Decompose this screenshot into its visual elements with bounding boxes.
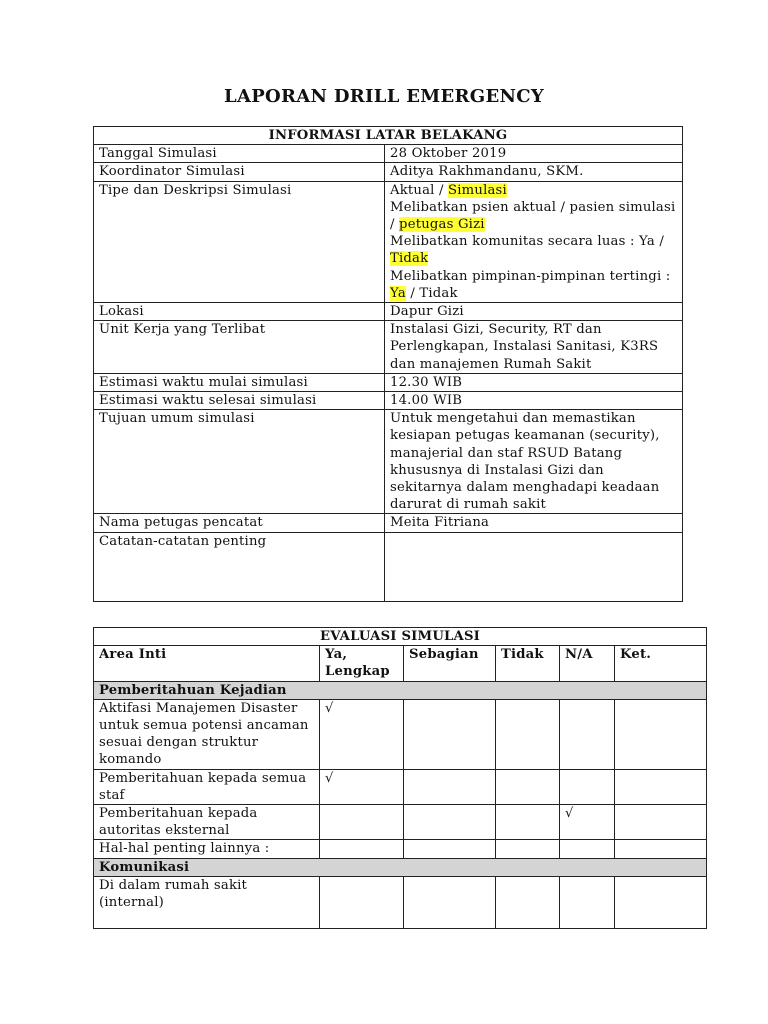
tanggal-value: 28 Oktober 2019 bbox=[385, 145, 683, 163]
row-aktifasi-na bbox=[560, 699, 615, 769]
mulai-label: Estimasi waktu mulai simulasi bbox=[94, 373, 385, 391]
table-row bbox=[94, 840, 707, 858]
tipe-komunitas-highlight: Tidak bbox=[390, 251, 429, 267]
row-staf-ya: √ bbox=[320, 769, 404, 804]
tipe-pasien-highlight: petugas Gizi bbox=[399, 217, 485, 233]
row-lainnya-label: Hal-hal penting lainnya : bbox=[94, 840, 320, 858]
tipe-label: Tipe dan Deskripsi Simulasi bbox=[94, 181, 385, 302]
row-lainnya-tidak bbox=[496, 840, 560, 858]
table-row bbox=[94, 876, 707, 928]
lokasi-value: Dapur Gizi bbox=[385, 303, 683, 321]
tipe-aktual-text: Aktual / bbox=[390, 182, 449, 198]
info-header: INFORMASI LATAR BELAKANG bbox=[94, 127, 683, 145]
pencatat-value: Meita Fitriana bbox=[385, 514, 683, 532]
koordinator-label: Koordinator Simulasi bbox=[94, 163, 385, 181]
mulai-value: 12.30 WIB bbox=[385, 373, 683, 391]
table-row bbox=[94, 805, 707, 840]
row-eksternal-ket bbox=[615, 805, 707, 840]
tanggal-label: Tanggal Simulasi bbox=[94, 145, 385, 163]
pencatat-label: Nama petugas pencatat bbox=[94, 514, 385, 532]
row-lainnya-sebagian bbox=[404, 840, 496, 858]
row-internal-tidak bbox=[496, 876, 560, 928]
table-row bbox=[94, 410, 683, 514]
row-internal-label: Di dalam rumah sakit (internal) bbox=[94, 876, 320, 928]
col-tidak: Tidak bbox=[496, 646, 560, 681]
table-row bbox=[94, 769, 707, 804]
tujuan-value: Untuk mengetahui dan memastikan kesiapan petugas keamanan (security), manajerial dan staf RSUD Batang khususnya di Instalasi Gizi dan sekitarnya dalam menghadapi keadaan darurat di rumah sakit bbox=[385, 410, 683, 514]
tipe-komunitas-text: Melibatkan komunitas secara luas : Ya / bbox=[390, 234, 664, 250]
row-aktifasi-sebagian bbox=[404, 699, 496, 769]
row-lainnya-ya bbox=[320, 840, 404, 858]
row-staf-ket bbox=[615, 769, 707, 804]
table-row bbox=[94, 163, 683, 181]
document-title: LAPORAN DRILL EMERGENCY bbox=[224, 86, 544, 107]
catatan-value bbox=[385, 532, 683, 601]
table-row bbox=[94, 373, 683, 391]
row-lainnya-ket bbox=[615, 840, 707, 858]
table-row bbox=[94, 514, 683, 532]
evaluation-table bbox=[93, 627, 707, 929]
lokasi-label: Lokasi bbox=[94, 303, 385, 321]
row-aktifasi-label: Aktifasi Manajemen Disaster untuk semua potensi ancaman sesuai dengan struktur komando bbox=[94, 699, 320, 769]
table-row bbox=[94, 145, 683, 163]
col-ket: Ket. bbox=[615, 646, 707, 681]
koordinator-value: Aditya Rakhmandanu, SKM. bbox=[385, 163, 683, 181]
row-staf-label: Pemberitahuan kepada semua staf bbox=[94, 769, 320, 804]
section-row bbox=[94, 858, 707, 876]
row-aktifasi-ket bbox=[615, 699, 707, 769]
row-eksternal-tidak bbox=[496, 805, 560, 840]
table-row bbox=[94, 699, 707, 769]
col-sebagian: Sebagian bbox=[404, 646, 496, 681]
tipe-pimpinan-text: Melibatkan pimpinan-pimpinan tertingi : bbox=[390, 268, 671, 284]
row-staf-sebagian bbox=[404, 769, 496, 804]
table-row bbox=[94, 532, 683, 601]
section-pemberitahuan: Pemberitahuan Kejadian bbox=[94, 681, 707, 699]
eval-header: EVALUASI SIMULASI bbox=[94, 628, 707, 646]
unit-label: Unit Kerja yang Terlibat bbox=[94, 321, 385, 374]
table-row bbox=[94, 303, 683, 321]
tipe-pimpinan-highlight: Ya bbox=[390, 285, 406, 301]
col-na: N/A bbox=[560, 646, 615, 681]
row-eksternal-na: √ bbox=[560, 805, 615, 840]
row-staf-na bbox=[560, 769, 615, 804]
tipe-pasien-text: Melibatkan psien aktual / pasien simulasi / bbox=[390, 199, 676, 233]
selesai-value: 14.00 WIB bbox=[385, 392, 683, 410]
tipe-aktual-highlight: Simulasi bbox=[448, 182, 507, 198]
eval-header-row bbox=[94, 628, 707, 646]
table-row bbox=[94, 392, 683, 410]
table-row bbox=[94, 181, 683, 302]
row-eksternal-label: Pemberitahuan kepada autoritas eksternal bbox=[94, 805, 320, 840]
row-eksternal-sebagian bbox=[404, 805, 496, 840]
row-aktifasi-tidak bbox=[496, 699, 560, 769]
tipe-pimpinan-end: / Tidak bbox=[405, 285, 458, 301]
tujuan-label: Tujuan umum simulasi bbox=[94, 410, 385, 514]
row-lainnya-na bbox=[560, 840, 615, 858]
col-area-inti: Area Inti bbox=[94, 646, 320, 681]
row-aktifasi-ya: √ bbox=[320, 699, 404, 769]
row-staf-tidak bbox=[496, 769, 560, 804]
section-row bbox=[94, 681, 707, 699]
tipe-value bbox=[385, 181, 683, 302]
row-internal-ket bbox=[615, 876, 707, 928]
row-internal-ya bbox=[320, 876, 404, 928]
selesai-label: Estimasi waktu selesai simulasi bbox=[94, 392, 385, 410]
info-header-row bbox=[94, 127, 683, 145]
row-internal-na bbox=[560, 876, 615, 928]
tipe-line-aktual bbox=[390, 182, 677, 199]
row-internal-sebagian bbox=[404, 876, 496, 928]
section-komunikasi: Komunikasi bbox=[94, 858, 707, 876]
unit-value: Instalasi Gizi, Security, RT dan Perlengkapan, Instalasi Sanitasi, K3RS dan manajemen Rumah Sakit bbox=[385, 321, 683, 374]
catatan-label: Catatan-catatan penting bbox=[94, 532, 385, 601]
tipe-line-komunitas bbox=[390, 233, 677, 267]
eval-column-headers bbox=[94, 646, 707, 681]
info-table bbox=[93, 126, 683, 602]
table-row bbox=[94, 321, 683, 374]
row-eksternal-ya bbox=[320, 805, 404, 840]
col-ya-lengkap: Ya, Lengkap bbox=[320, 646, 404, 681]
tipe-line-pasien bbox=[390, 199, 677, 233]
tipe-line-pimpinan bbox=[390, 268, 677, 302]
